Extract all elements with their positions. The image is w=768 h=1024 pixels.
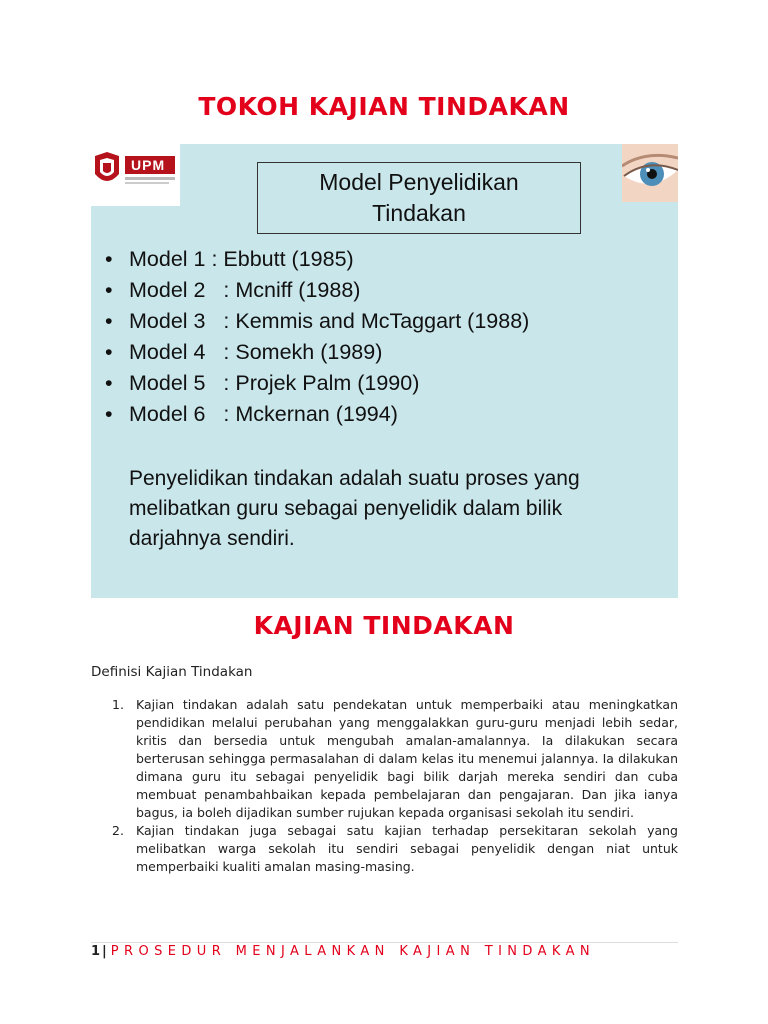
model-item-text: Model 2 : Mcniff (1988) (129, 278, 361, 302)
model-item-text: Model 6 : Mckernan (1994) (129, 402, 398, 426)
upm-crest-icon (91, 144, 180, 206)
definition-text: Kajian tindakan juga sebagai satu kajian terhadap persekitaran sekolah yang melibatkan warga sekolah itu sendiri sebagai penyelidik dengan niat untuk memperbaiki kualiti amalan masing-masing. (136, 823, 678, 874)
model-item: • Model 3 : Kemmis and McTaggart (1988) (105, 309, 530, 333)
eye-icon (622, 144, 678, 202)
definition-number: 1. (112, 697, 124, 712)
slide-image (91, 144, 678, 598)
model-item: • Model 2 : Mcniff (1988) (105, 278, 361, 302)
definition-text: Kajian tindakan adalah satu pendekatan untuk memperbaiki atau meningkatkan pendidikan melalui perubahan yang menggalakkan guru-guru menjadi lebih sedar, kritis dan bersedia untuk mengubah amalan-amalannya. Ia dilakukan secara berterusan sehingga permasalahan di dalam kelas itu menemui jalannya. Ia dilakukan dimana guru itu sebagai penyelidik bagi bilik darjah mereka sendiri dan cuba membuat penambahbaikan kepada pembelajaran dan pengajaran. Dan jika ianya bagus, ia boleh dijadikan sumber rujukan kepada organisasi sekolah itu sendiri. (136, 697, 678, 820)
footer-separator: | (102, 944, 107, 959)
running-title: PROSEDUR MENJALANKAN KAJIAN TINDAKAN (110, 944, 596, 959)
model-item-text: Model 4 : Somekh (1989) (129, 340, 383, 364)
definition-heading: Definisi Kajian Tindakan (91, 664, 253, 680)
model-title-line-2: Tindakan (372, 200, 466, 226)
model-item-text: Model 1 : Ebbutt (1985) (129, 247, 354, 271)
definition-list (108, 696, 678, 876)
model-item-text: Model 5 : Projek Palm (1990) (129, 371, 420, 395)
upm-logo-text: UPM (131, 157, 166, 173)
page-footer (91, 943, 595, 961)
page-title: TOKOH KAJIAN TINDAKAN (198, 92, 570, 121)
upm-logo (91, 144, 180, 206)
section-title: KAJIAN TINDAKAN (253, 611, 515, 640)
model-item: • Model 1 : Ebbutt (1985) (105, 247, 354, 271)
definition-number: 2. (112, 823, 124, 838)
model-title-box (257, 162, 581, 234)
model-item: • Model 6 : Mckernan (1994) (105, 402, 398, 426)
page-number: 1 (91, 944, 101, 959)
model-list (105, 244, 529, 430)
definition-item (108, 822, 678, 876)
model-item-text: Model 3 : Kemmis and McTaggart (1988) (129, 309, 530, 333)
model-item: • Model 4 : Somekh (1989) (105, 340, 383, 364)
slide-paragraph: Penyelidikan tindakan adalah suatu proses yang melibatkan guru sebagai penyelidik dalam bilik darjahnya sendiri. (129, 467, 580, 550)
definition-item (108, 696, 678, 822)
eye-image (622, 144, 678, 202)
model-item: • Model 5 : Projek Palm (1990) (105, 371, 420, 395)
model-title-line-1: Model Penyelidikan (319, 169, 519, 195)
